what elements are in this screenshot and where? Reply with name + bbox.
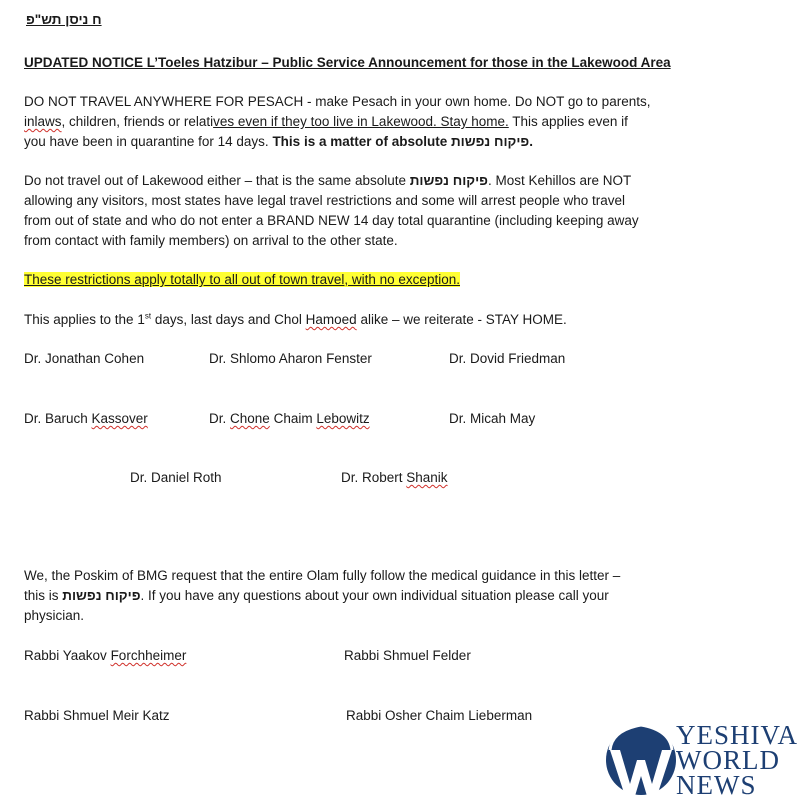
p2-line-1a: Do not travel out of Lakewood either – that is the same absolute — [24, 173, 410, 188]
yeshiva-world-news-logo — [604, 720, 799, 800]
p5-line-1: We, the Poskim of BMG request that the entire Olam fully follow the medical guidance in this letter – — [24, 568, 621, 583]
p1-pikuach-nefesh: פיקוח נפשות — [450, 134, 530, 149]
kassover-surname: Kassover — [91, 411, 148, 426]
p5-line-2a: this is — [24, 588, 63, 603]
p1-line-3 — [24, 132, 533, 152]
doctor-may: Dr. Micah May — [449, 411, 536, 426]
p5-line-2c: . If you have any questions about your own individual situation please call your — [140, 588, 609, 603]
p4-d: alike – we reiterate - STAY HOME. — [356, 312, 567, 327]
doctor-fenster: Dr. Shlomo Aharon Fenster — [209, 351, 372, 366]
lebowitz-chaim: Chaim — [269, 411, 317, 426]
p1-line-3a: you have been in quarantine for 14 days. — [24, 134, 273, 149]
lebowitz-surname: Lebowitz — [316, 411, 370, 426]
forchheimer-prefix: Rabbi Yaakov — [24, 648, 111, 663]
rabbi-lieberman: Rabbi Osher Chaim Lieberman — [346, 708, 533, 723]
p5-pikuach-nefesh: פיקוח נפשות — [62, 588, 141, 603]
rabbi-felder: Rabbi Shmuel Felder — [344, 648, 471, 663]
doctor-lebowitz — [209, 409, 370, 428]
doctor-kassover — [24, 409, 148, 428]
logo-world: WORLD — [676, 745, 780, 775]
p1-line-2b: , children, friends or relati — [61, 114, 214, 129]
p1-stay-home: ves even if they too live in Lakewood. Stay home. — [213, 114, 509, 129]
logo-emblem-icon — [604, 720, 678, 797]
highlighted-restriction — [24, 270, 460, 290]
p5-line-2 — [24, 586, 609, 606]
p1-line-2 — [24, 112, 628, 132]
shanik-surname: Shanik — [406, 470, 448, 485]
p4-hamoed: Hamoed — [305, 312, 357, 327]
p2-line-1c: . Most Kehillos are NOT — [487, 173, 632, 188]
p2-line-1 — [24, 171, 631, 191]
logo-news: NEWS — [676, 770, 757, 800]
highlight-text: These restrictions apply totally to all out of town travel, with no exception. — [24, 272, 460, 287]
p1-line-1: DO NOT TRAVEL ANYWHERE FOR PESACH - make Pesach in your own home. Do NOT go to parents, — [24, 94, 651, 109]
doctor-cohen: Dr. Jonathan Cohen — [24, 351, 145, 366]
shanik-prefix: Dr. Robert — [341, 470, 407, 485]
p4-a: This applies to the 1 — [24, 312, 145, 327]
lebowitz-prefix: Dr. — [209, 411, 231, 426]
p1-line-2d: This applies even if — [508, 114, 628, 129]
rabbi-forchheimer — [24, 646, 186, 665]
doctor-friedman: Dr. Dovid Friedman — [449, 351, 566, 366]
p1-matter: This is a matter of absolute — [272, 134, 451, 149]
forchheimer-surname: Forchheimer — [110, 648, 187, 663]
lebowitz-chone: Chone — [230, 411, 270, 426]
hebrew-date: ח ניסן תש"פ — [26, 12, 102, 27]
p2-line-2: allowing any visitors, most states have legal travel restrictions and some will arrest people who travel — [24, 193, 626, 208]
p2-line-3: from out of state and who do not enter a BRAND NEW 14 day total quarantine (including keeping away — [24, 213, 639, 228]
p2-pikuach-nefesh: פיקוח נפשות — [409, 173, 488, 188]
p1-inlaws: inlaws — [24, 114, 62, 129]
doctor-shanik — [341, 468, 448, 487]
logo-yeshiva: YESHIVA — [676, 720, 799, 750]
p1-period: . — [529, 134, 533, 149]
notice-title: UPDATED NOTICE L’Toeles Hatzibur – Public Service Announcement for those in the Lakewood Area — [24, 55, 671, 70]
p4-sup: st — [144, 311, 152, 321]
p4-b: days, last days and Chol — [151, 312, 306, 327]
doctor-roth: Dr. Daniel Roth — [130, 470, 222, 485]
rabbi-katz: Rabbi Shmuel Meir Katz — [24, 708, 170, 723]
p5-line-3: physician. — [24, 608, 85, 623]
paragraph-4 — [24, 310, 567, 330]
kassover-prefix: Dr. Baruch — [24, 411, 92, 426]
p2-line-4: from contact with family members) on arrival to the other state. — [24, 233, 398, 248]
